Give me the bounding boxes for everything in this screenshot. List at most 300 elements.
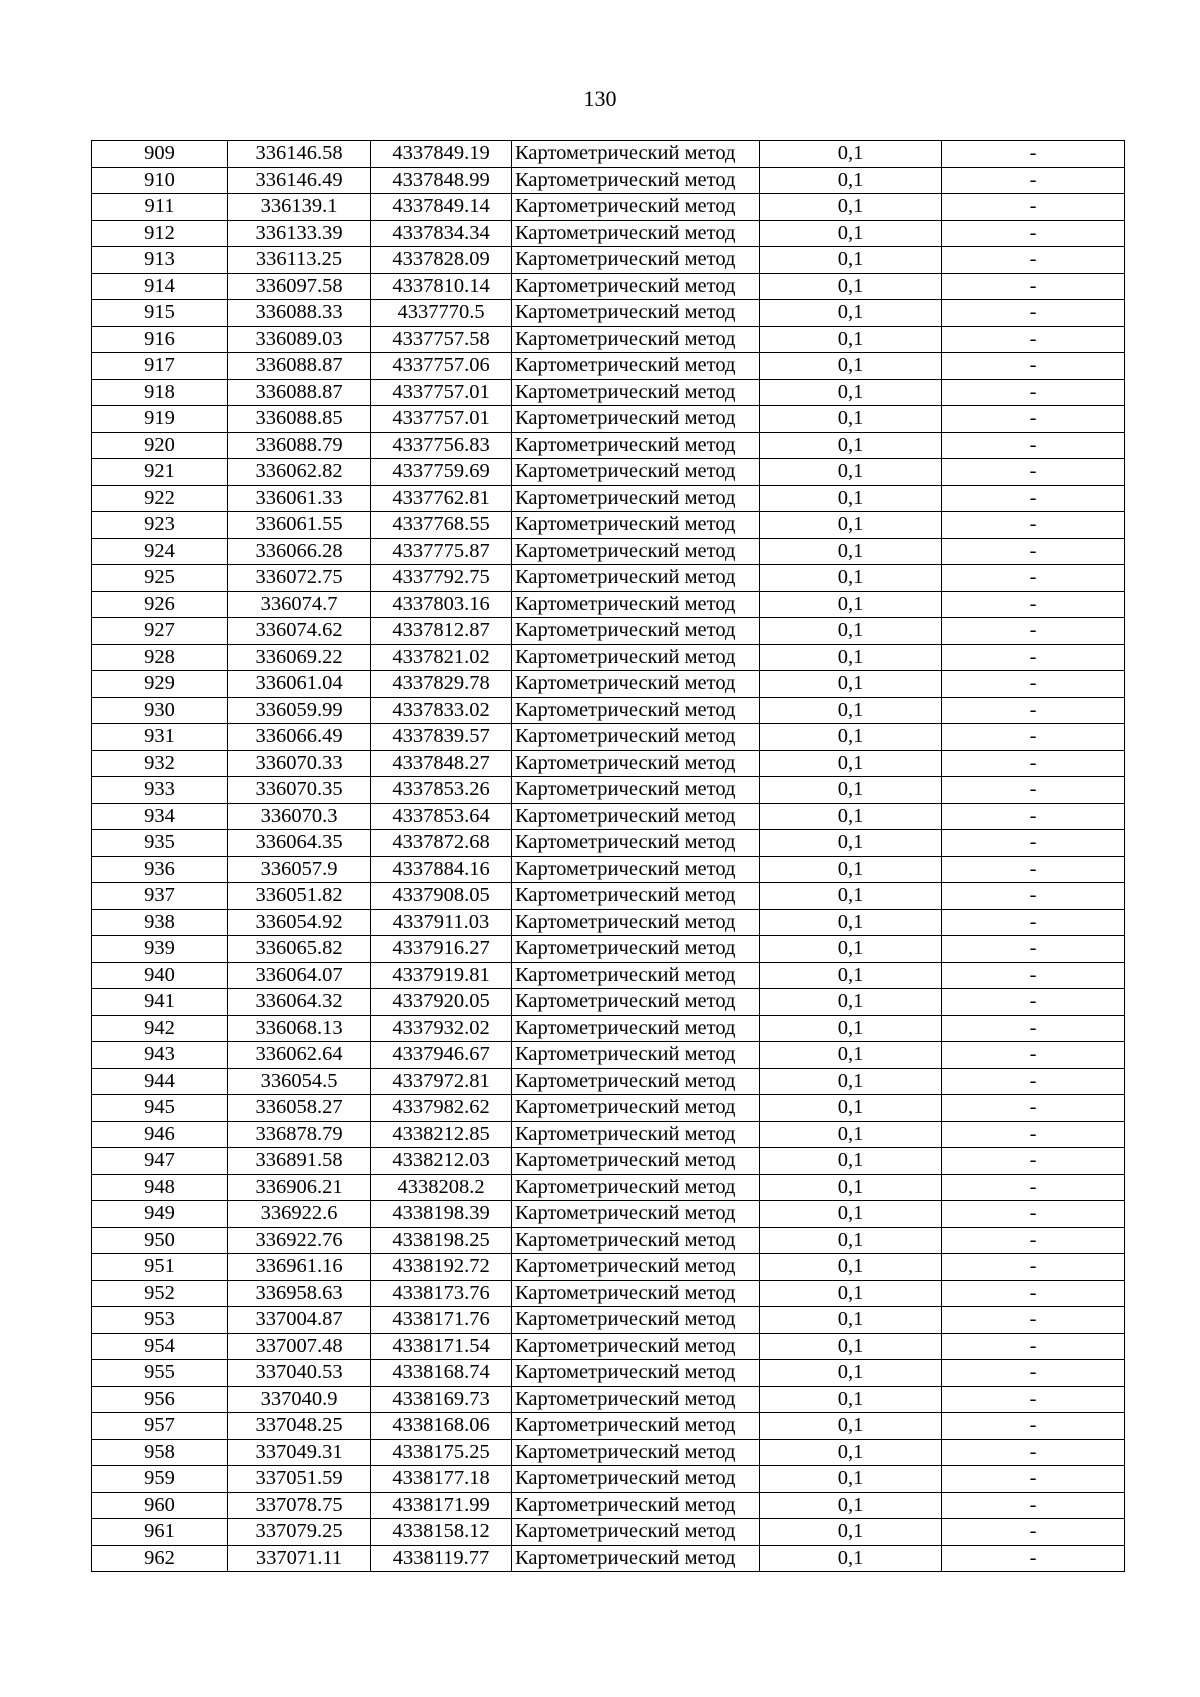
note-cell: - <box>942 1466 1125 1493</box>
x-coordinate-cell: 336061.33 <box>228 485 371 512</box>
point-number-cell: 916 <box>92 326 228 353</box>
accuracy-cell: 0,1 <box>760 167 942 194</box>
note-cell: - <box>942 1439 1125 1466</box>
method-cell: Картометрический метод <box>512 1121 760 1148</box>
point-number-cell: 941 <box>92 989 228 1016</box>
accuracy-cell: 0,1 <box>760 697 942 724</box>
note-cell: - <box>942 247 1125 274</box>
point-number-cell: 943 <box>92 1042 228 1069</box>
note-cell: - <box>942 936 1125 963</box>
x-coordinate-cell: 336072.75 <box>228 565 371 592</box>
table-row <box>92 777 1125 804</box>
table-row <box>92 379 1125 406</box>
point-number-cell: 917 <box>92 353 228 380</box>
note-cell: - <box>942 565 1125 592</box>
x-coordinate-cell: 336070.3 <box>228 803 371 830</box>
y-coordinate-cell: 4337757.01 <box>371 379 512 406</box>
table-row <box>92 803 1125 830</box>
note-cell: - <box>942 379 1125 406</box>
point-number-cell: 936 <box>92 856 228 883</box>
y-coordinate-cell: 4337757.06 <box>371 353 512 380</box>
accuracy-cell: 0,1 <box>760 1042 942 1069</box>
point-number-cell: 930 <box>92 697 228 724</box>
x-coordinate-cell: 336059.99 <box>228 697 371 724</box>
x-coordinate-cell: 336054.92 <box>228 909 371 936</box>
y-coordinate-cell: 4337853.26 <box>371 777 512 804</box>
method-cell: Картометрический метод <box>512 989 760 1016</box>
table-row <box>92 591 1125 618</box>
accuracy-cell: 0,1 <box>760 1015 942 1042</box>
x-coordinate-cell: 336065.82 <box>228 936 371 963</box>
table-row <box>92 1042 1125 1069</box>
x-coordinate-cell: 336054.5 <box>228 1068 371 1095</box>
accuracy-cell: 0,1 <box>760 141 942 168</box>
x-coordinate-cell: 336088.87 <box>228 379 371 406</box>
table-row <box>92 1254 1125 1281</box>
point-number-cell: 952 <box>92 1280 228 1307</box>
x-coordinate-cell: 336064.35 <box>228 830 371 857</box>
accuracy-cell: 0,1 <box>760 247 942 274</box>
table-row <box>92 1015 1125 1042</box>
y-coordinate-cell: 4338171.54 <box>371 1333 512 1360</box>
point-number-cell: 946 <box>92 1121 228 1148</box>
accuracy-cell: 0,1 <box>760 512 942 539</box>
y-coordinate-cell: 4337770.5 <box>371 300 512 327</box>
point-number-cell: 935 <box>92 830 228 857</box>
y-coordinate-cell: 4337812.87 <box>371 618 512 645</box>
y-coordinate-cell: 4337848.99 <box>371 167 512 194</box>
y-coordinate-cell: 4337911.03 <box>371 909 512 936</box>
table-row <box>92 1492 1125 1519</box>
note-cell: - <box>942 1280 1125 1307</box>
x-coordinate-cell: 336064.07 <box>228 962 371 989</box>
x-coordinate-cell: 336088.79 <box>228 432 371 459</box>
y-coordinate-cell: 4338198.25 <box>371 1227 512 1254</box>
accuracy-cell: 0,1 <box>760 883 942 910</box>
note-cell: - <box>942 909 1125 936</box>
accuracy-cell: 0,1 <box>760 1095 942 1122</box>
point-number-cell: 937 <box>92 883 228 910</box>
y-coordinate-cell: 4337982.62 <box>371 1095 512 1122</box>
x-coordinate-cell: 337040.53 <box>228 1360 371 1387</box>
point-number-cell: 951 <box>92 1254 228 1281</box>
note-cell: - <box>942 962 1125 989</box>
accuracy-cell: 0,1 <box>760 353 942 380</box>
accuracy-cell: 0,1 <box>760 406 942 433</box>
y-coordinate-cell: 4337757.58 <box>371 326 512 353</box>
y-coordinate-cell: 4338158.12 <box>371 1519 512 1546</box>
method-cell: Картометрический метод <box>512 1545 760 1572</box>
note-cell: - <box>942 671 1125 698</box>
x-coordinate-cell: 336088.87 <box>228 353 371 380</box>
note-cell: - <box>942 220 1125 247</box>
point-number-cell: 921 <box>92 459 228 486</box>
point-number-cell: 911 <box>92 194 228 221</box>
x-coordinate-cell: 336922.76 <box>228 1227 371 1254</box>
method-cell: Картометрический метод <box>512 1015 760 1042</box>
method-cell: Картометрический метод <box>512 671 760 698</box>
y-coordinate-cell: 4337884.16 <box>371 856 512 883</box>
note-cell: - <box>942 1148 1125 1175</box>
accuracy-cell: 0,1 <box>760 1413 942 1440</box>
x-coordinate-cell: 336061.04 <box>228 671 371 698</box>
x-coordinate-cell: 336062.82 <box>228 459 371 486</box>
method-cell: Картометрический метод <box>512 406 760 433</box>
y-coordinate-cell: 4337810.14 <box>371 273 512 300</box>
page-number: 130 <box>583 86 617 111</box>
table-row <box>92 459 1125 486</box>
y-coordinate-cell: 4337792.75 <box>371 565 512 592</box>
method-cell: Картометрический метод <box>512 724 760 751</box>
y-coordinate-cell: 4338175.25 <box>371 1439 512 1466</box>
table-row <box>92 856 1125 883</box>
y-coordinate-cell: 4338168.74 <box>371 1360 512 1387</box>
note-cell: - <box>942 989 1125 1016</box>
method-cell: Картометрический метод <box>512 936 760 963</box>
y-coordinate-cell: 4337756.83 <box>371 432 512 459</box>
method-cell: Картометрический метод <box>512 1413 760 1440</box>
y-coordinate-cell: 4338171.76 <box>371 1307 512 1334</box>
method-cell: Картометрический метод <box>512 194 760 221</box>
method-cell: Картометрический метод <box>512 538 760 565</box>
y-coordinate-cell: 4337853.64 <box>371 803 512 830</box>
table-row <box>92 989 1125 1016</box>
y-coordinate-cell: 4337829.78 <box>371 671 512 698</box>
y-coordinate-cell: 4337972.81 <box>371 1068 512 1095</box>
method-cell: Картометрический метод <box>512 485 760 512</box>
note-cell: - <box>942 750 1125 777</box>
y-coordinate-cell: 4337833.02 <box>371 697 512 724</box>
method-cell: Картометрический метод <box>512 644 760 671</box>
table-row <box>92 618 1125 645</box>
note-cell: - <box>942 194 1125 221</box>
coordinates-table <box>91 140 1125 1572</box>
table-row <box>92 565 1125 592</box>
table-row <box>92 936 1125 963</box>
note-cell: - <box>942 459 1125 486</box>
point-number-cell: 942 <box>92 1015 228 1042</box>
accuracy-cell: 0,1 <box>760 1254 942 1281</box>
point-number-cell: 913 <box>92 247 228 274</box>
x-coordinate-cell: 336878.79 <box>228 1121 371 1148</box>
x-coordinate-cell: 336906.21 <box>228 1174 371 1201</box>
note-cell: - <box>942 1015 1125 1042</box>
accuracy-cell: 0,1 <box>760 1201 942 1228</box>
note-cell: - <box>942 591 1125 618</box>
note-cell: - <box>942 777 1125 804</box>
x-coordinate-cell: 337051.59 <box>228 1466 371 1493</box>
y-coordinate-cell: 4337834.34 <box>371 220 512 247</box>
note-cell: - <box>942 618 1125 645</box>
table-row <box>92 1519 1125 1546</box>
method-cell: Картометрический метод <box>512 432 760 459</box>
point-number-cell: 918 <box>92 379 228 406</box>
y-coordinate-cell: 4337775.87 <box>371 538 512 565</box>
accuracy-cell: 0,1 <box>760 830 942 857</box>
method-cell: Картометрический метод <box>512 1174 760 1201</box>
y-coordinate-cell: 4337849.19 <box>371 141 512 168</box>
accuracy-cell: 0,1 <box>760 1439 942 1466</box>
accuracy-cell: 0,1 <box>760 724 942 751</box>
x-coordinate-cell: 336113.25 <box>228 247 371 274</box>
point-number-cell: 910 <box>92 167 228 194</box>
table-row <box>92 1307 1125 1334</box>
x-coordinate-cell: 337079.25 <box>228 1519 371 1546</box>
point-number-cell: 962 <box>92 1545 228 1572</box>
accuracy-cell: 0,1 <box>760 273 942 300</box>
x-coordinate-cell: 336064.32 <box>228 989 371 1016</box>
note-cell: - <box>942 432 1125 459</box>
x-coordinate-cell: 336089.03 <box>228 326 371 353</box>
y-coordinate-cell: 4338169.73 <box>371 1386 512 1413</box>
note-cell: - <box>942 326 1125 353</box>
table-row <box>92 750 1125 777</box>
accuracy-cell: 0,1 <box>760 1280 942 1307</box>
point-number-cell: 920 <box>92 432 228 459</box>
method-cell: Картометрический метод <box>512 909 760 936</box>
y-coordinate-cell: 4337919.81 <box>371 962 512 989</box>
table-row <box>92 273 1125 300</box>
point-number-cell: 961 <box>92 1519 228 1546</box>
note-cell: - <box>942 512 1125 539</box>
x-coordinate-cell: 336961.16 <box>228 1254 371 1281</box>
accuracy-cell: 0,1 <box>760 1360 942 1387</box>
note-cell: - <box>942 1042 1125 1069</box>
method-cell: Картометрический метод <box>512 1068 760 1095</box>
accuracy-cell: 0,1 <box>760 1068 942 1095</box>
note-cell: - <box>942 1360 1125 1387</box>
accuracy-cell: 0,1 <box>760 1333 942 1360</box>
point-number-cell: 958 <box>92 1439 228 1466</box>
table-row <box>92 141 1125 168</box>
x-coordinate-cell: 336057.9 <box>228 856 371 883</box>
y-coordinate-cell: 4337768.55 <box>371 512 512 539</box>
note-cell: - <box>942 406 1125 433</box>
x-coordinate-cell: 336891.58 <box>228 1148 371 1175</box>
method-cell: Картометрический метод <box>512 1492 760 1519</box>
x-coordinate-cell: 337048.25 <box>228 1413 371 1440</box>
method-cell: Картометрический метод <box>512 1227 760 1254</box>
accuracy-cell: 0,1 <box>760 856 942 883</box>
point-number-cell: 926 <box>92 591 228 618</box>
table-row <box>92 326 1125 353</box>
note-cell: - <box>942 1519 1125 1546</box>
table-row <box>92 1360 1125 1387</box>
method-cell: Картометрический метод <box>512 565 760 592</box>
point-number-cell: 947 <box>92 1148 228 1175</box>
x-coordinate-cell: 336062.64 <box>228 1042 371 1069</box>
method-cell: Картометрический метод <box>512 803 760 830</box>
x-coordinate-cell: 336070.33 <box>228 750 371 777</box>
table-row <box>92 300 1125 327</box>
x-coordinate-cell: 336146.58 <box>228 141 371 168</box>
method-cell: Картометрический метод <box>512 273 760 300</box>
table-row <box>92 671 1125 698</box>
note-cell: - <box>942 1068 1125 1095</box>
method-cell: Картометрический метод <box>512 1333 760 1360</box>
table-row <box>92 1201 1125 1228</box>
table-row <box>92 1333 1125 1360</box>
x-coordinate-cell: 336074.7 <box>228 591 371 618</box>
note-cell: - <box>942 485 1125 512</box>
point-number-cell: 909 <box>92 141 228 168</box>
accuracy-cell: 0,1 <box>760 300 942 327</box>
accuracy-cell: 0,1 <box>760 1307 942 1334</box>
point-number-cell: 928 <box>92 644 228 671</box>
accuracy-cell: 0,1 <box>760 909 942 936</box>
method-cell: Картометрический метод <box>512 1280 760 1307</box>
accuracy-cell: 0,1 <box>760 485 942 512</box>
table-row <box>92 406 1125 433</box>
table-row <box>92 909 1125 936</box>
accuracy-cell: 0,1 <box>760 671 942 698</box>
point-number-cell: 948 <box>92 1174 228 1201</box>
table-row <box>92 353 1125 380</box>
point-number-cell: 924 <box>92 538 228 565</box>
y-coordinate-cell: 4337946.67 <box>371 1042 512 1069</box>
accuracy-cell: 0,1 <box>760 750 942 777</box>
point-number-cell: 950 <box>92 1227 228 1254</box>
note-cell: - <box>942 1201 1125 1228</box>
table-row <box>92 1148 1125 1175</box>
point-number-cell: 940 <box>92 962 228 989</box>
method-cell: Картометрический метод <box>512 1439 760 1466</box>
accuracy-cell: 0,1 <box>760 1466 942 1493</box>
y-coordinate-cell: 4337757.01 <box>371 406 512 433</box>
y-coordinate-cell: 4337759.69 <box>371 459 512 486</box>
point-number-cell: 939 <box>92 936 228 963</box>
x-coordinate-cell: 337071.11 <box>228 1545 371 1572</box>
note-cell: - <box>942 1333 1125 1360</box>
point-number-cell: 934 <box>92 803 228 830</box>
y-coordinate-cell: 4338177.18 <box>371 1466 512 1493</box>
y-coordinate-cell: 4337821.02 <box>371 644 512 671</box>
table-row <box>92 1227 1125 1254</box>
method-cell: Картометрический метод <box>512 618 760 645</box>
x-coordinate-cell: 336066.49 <box>228 724 371 751</box>
table-row <box>92 220 1125 247</box>
accuracy-cell: 0,1 <box>760 1227 942 1254</box>
table-row <box>92 512 1125 539</box>
method-cell: Картометрический метод <box>512 1307 760 1334</box>
accuracy-cell: 0,1 <box>760 379 942 406</box>
table-row <box>92 1174 1125 1201</box>
y-coordinate-cell: 4337916.27 <box>371 936 512 963</box>
table-row <box>92 644 1125 671</box>
method-cell: Картометрический метод <box>512 300 760 327</box>
method-cell: Картометрический метод <box>512 247 760 274</box>
table-row <box>92 1439 1125 1466</box>
accuracy-cell: 0,1 <box>760 962 942 989</box>
note-cell: - <box>942 1227 1125 1254</box>
point-number-cell: 949 <box>92 1201 228 1228</box>
method-cell: Картометрический метод <box>512 512 760 539</box>
x-coordinate-cell: 336051.82 <box>228 883 371 910</box>
note-cell: - <box>942 1492 1125 1519</box>
table-row <box>92 194 1125 221</box>
accuracy-cell: 0,1 <box>760 1148 942 1175</box>
y-coordinate-cell: 4338168.06 <box>371 1413 512 1440</box>
x-coordinate-cell: 337007.48 <box>228 1333 371 1360</box>
x-coordinate-cell: 337004.87 <box>228 1307 371 1334</box>
method-cell: Картометрический метод <box>512 1519 760 1546</box>
method-cell: Картометрический метод <box>512 1254 760 1281</box>
method-cell: Картометрический метод <box>512 962 760 989</box>
note-cell: - <box>942 883 1125 910</box>
y-coordinate-cell: 4338119.77 <box>371 1545 512 1572</box>
table-row <box>92 883 1125 910</box>
x-coordinate-cell: 336074.62 <box>228 618 371 645</box>
x-coordinate-cell: 337078.75 <box>228 1492 371 1519</box>
note-cell: - <box>942 1545 1125 1572</box>
y-coordinate-cell: 4338198.39 <box>371 1201 512 1228</box>
x-coordinate-cell: 336088.85 <box>228 406 371 433</box>
accuracy-cell: 0,1 <box>760 618 942 645</box>
point-number-cell: 914 <box>92 273 228 300</box>
note-cell: - <box>942 167 1125 194</box>
note-cell: - <box>942 1121 1125 1148</box>
point-number-cell: 929 <box>92 671 228 698</box>
table-row <box>92 485 1125 512</box>
accuracy-cell: 0,1 <box>760 1545 942 1572</box>
note-cell: - <box>942 353 1125 380</box>
x-coordinate-cell: 336066.28 <box>228 538 371 565</box>
point-number-cell: 915 <box>92 300 228 327</box>
method-cell: Картометрический метод <box>512 1095 760 1122</box>
point-number-cell: 956 <box>92 1386 228 1413</box>
y-coordinate-cell: 4337849.14 <box>371 194 512 221</box>
x-coordinate-cell: 336922.6 <box>228 1201 371 1228</box>
accuracy-cell: 0,1 <box>760 1386 942 1413</box>
method-cell: Картометрический метод <box>512 697 760 724</box>
method-cell: Картометрический метод <box>512 326 760 353</box>
y-coordinate-cell: 4337920.05 <box>371 989 512 1016</box>
accuracy-cell: 0,1 <box>760 989 942 1016</box>
accuracy-cell: 0,1 <box>760 432 942 459</box>
y-coordinate-cell: 4337872.68 <box>371 830 512 857</box>
x-coordinate-cell: 336061.55 <box>228 512 371 539</box>
table-row <box>92 247 1125 274</box>
method-cell: Картометрический метод <box>512 1201 760 1228</box>
point-number-cell: 944 <box>92 1068 228 1095</box>
x-coordinate-cell: 337040.9 <box>228 1386 371 1413</box>
x-coordinate-cell: 336088.33 <box>228 300 371 327</box>
method-cell: Картометрический метод <box>512 1042 760 1069</box>
accuracy-cell: 0,1 <box>760 220 942 247</box>
table-row <box>92 1413 1125 1440</box>
note-cell: - <box>942 697 1125 724</box>
table-row <box>92 1386 1125 1413</box>
point-number-cell: 925 <box>92 565 228 592</box>
x-coordinate-cell: 336068.13 <box>228 1015 371 1042</box>
table-row <box>92 1068 1125 1095</box>
table-row <box>92 1121 1125 1148</box>
method-cell: Картометрический метод <box>512 1360 760 1387</box>
note-cell: - <box>942 644 1125 671</box>
x-coordinate-cell: 336097.58 <box>228 273 371 300</box>
y-coordinate-cell: 4337762.81 <box>371 485 512 512</box>
accuracy-cell: 0,1 <box>760 1492 942 1519</box>
point-number-cell: 959 <box>92 1466 228 1493</box>
point-number-cell: 922 <box>92 485 228 512</box>
accuracy-cell: 0,1 <box>760 777 942 804</box>
method-cell: Картометрический метод <box>512 830 760 857</box>
table-row <box>92 1095 1125 1122</box>
table-row <box>92 538 1125 565</box>
point-number-cell: 955 <box>92 1360 228 1387</box>
table-row <box>92 432 1125 459</box>
point-number-cell: 923 <box>92 512 228 539</box>
